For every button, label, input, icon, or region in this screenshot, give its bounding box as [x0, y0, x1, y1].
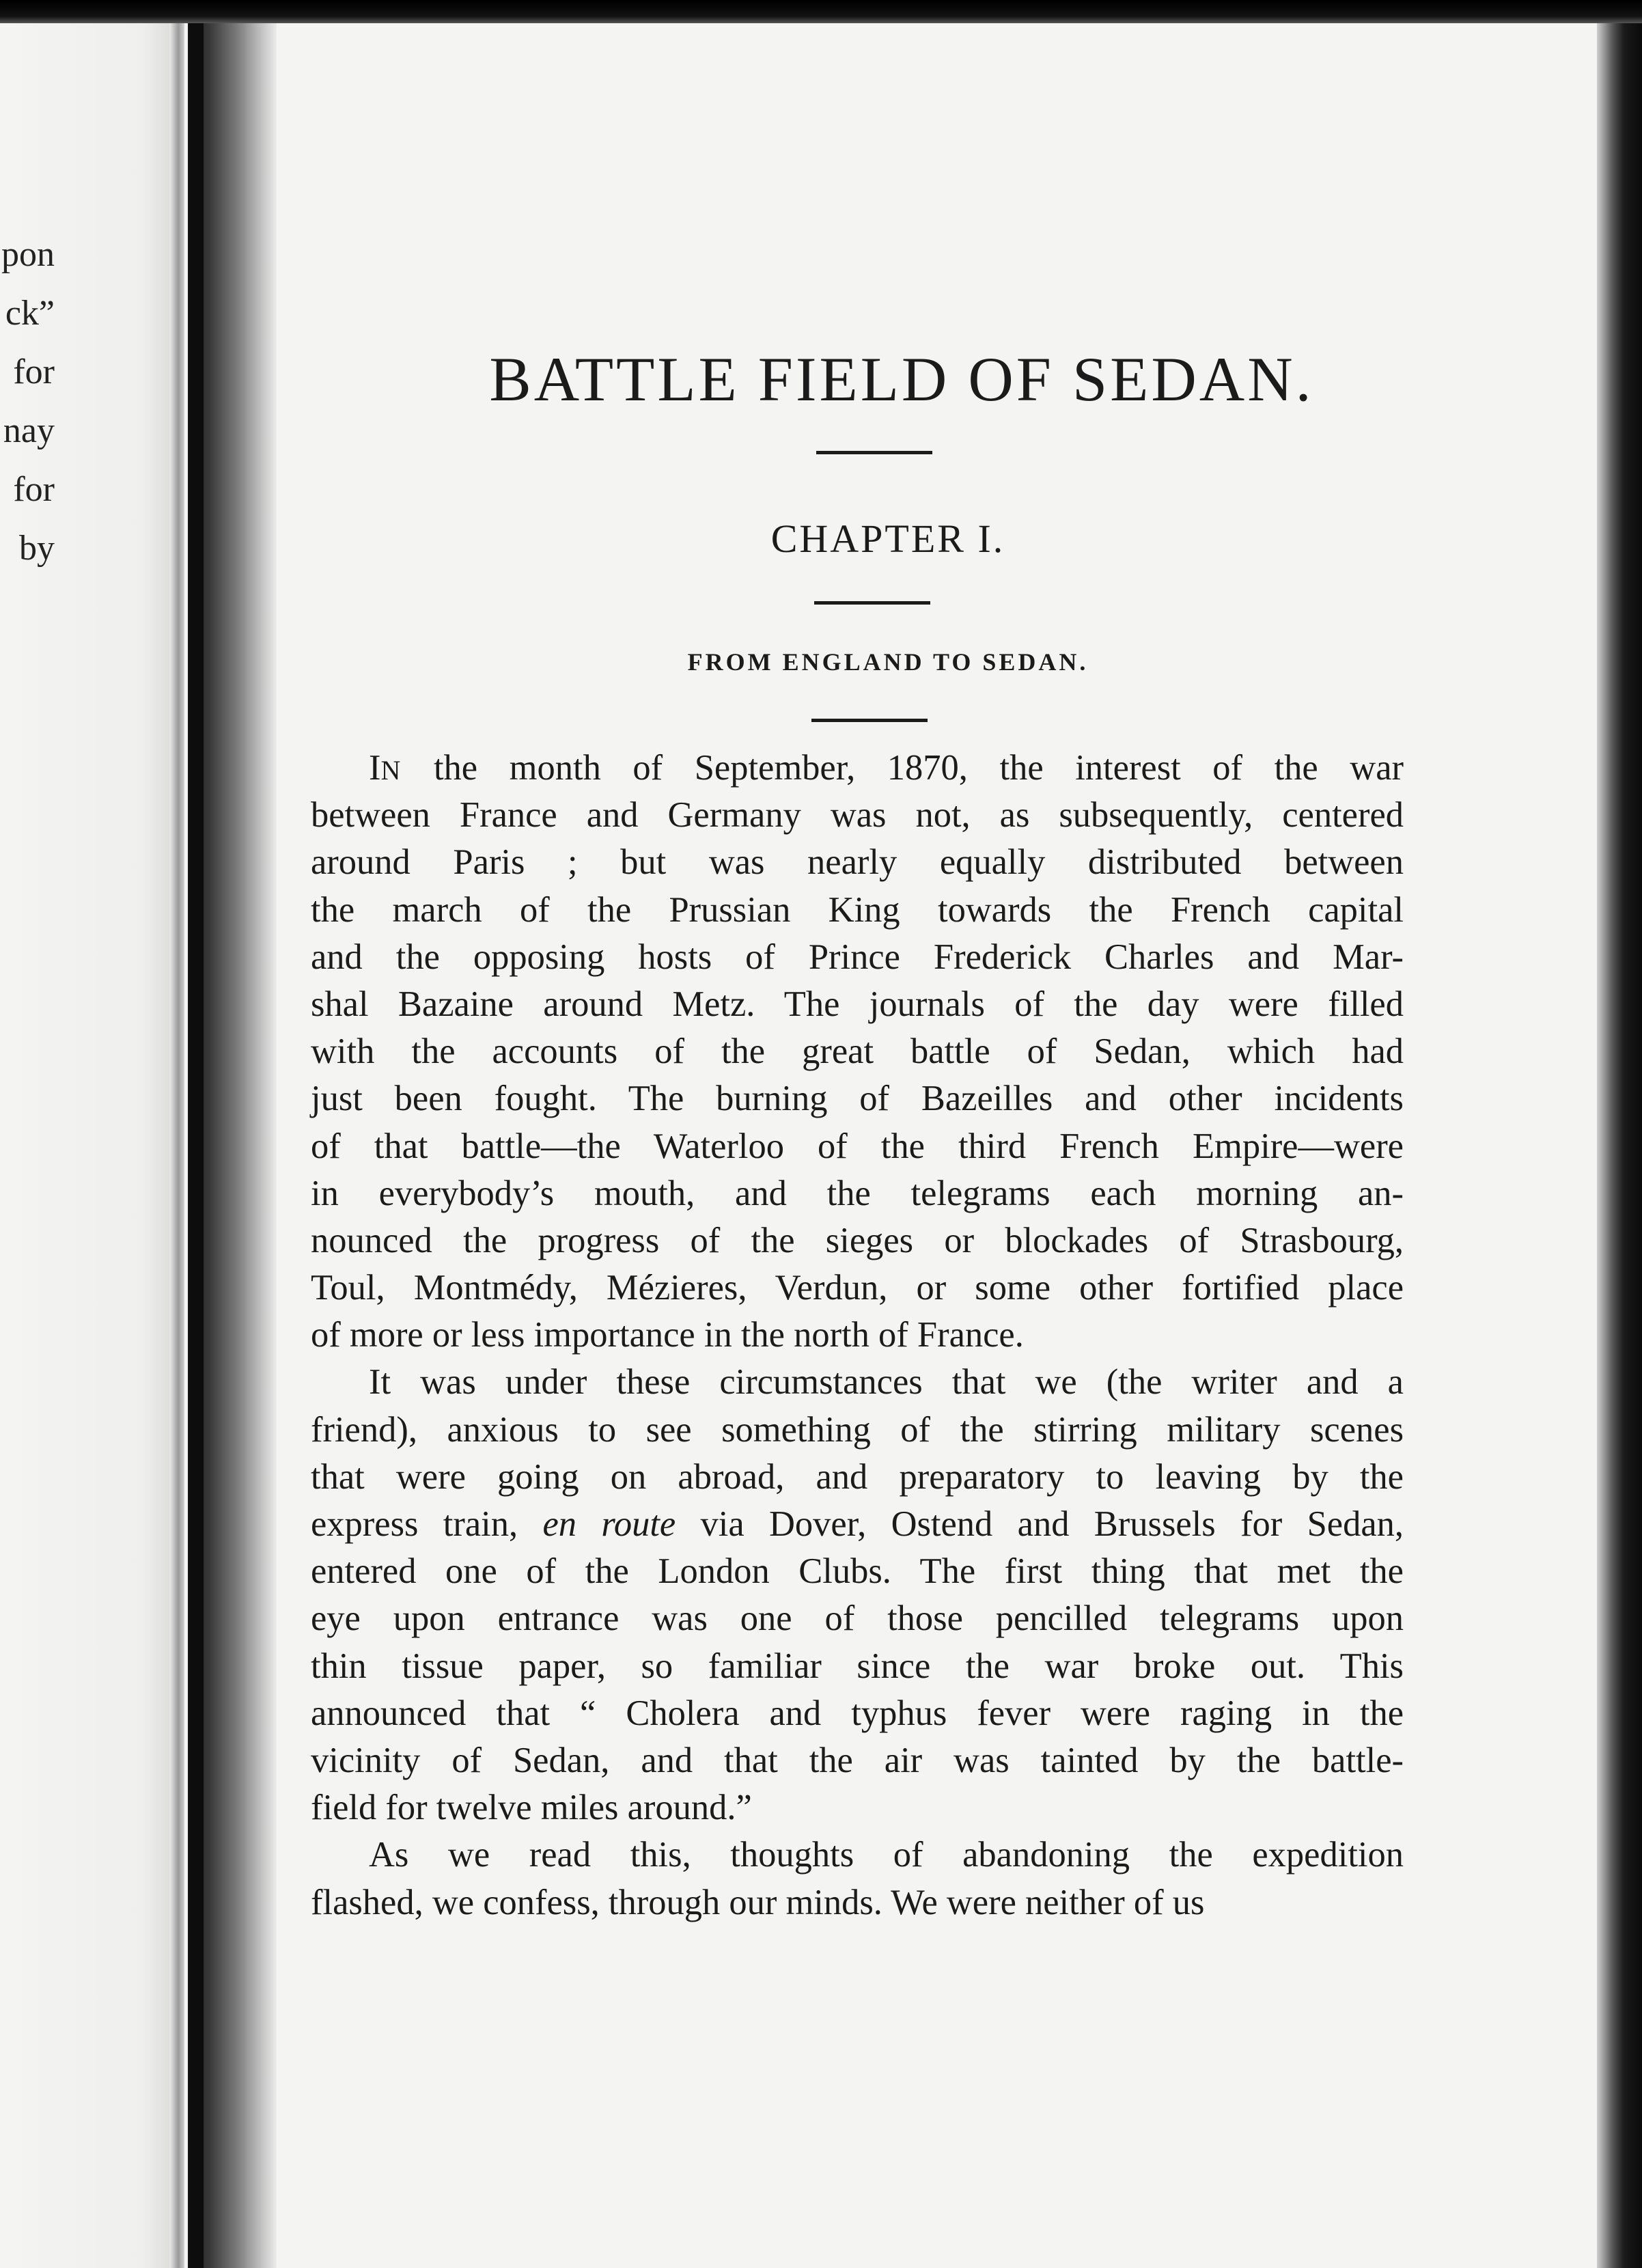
text-line: [311, 1454, 1404, 1501]
text-segment: thin tissue paper, so familiar since the war broke out. This: [311, 1646, 1404, 1686]
text-segment: vicinity of Sedan, and that the air was tainted by the battle-: [311, 1740, 1404, 1780]
text-segment: of more or less importance in the north of France.: [311, 1315, 1024, 1355]
facing-page-edge: [169, 23, 184, 2268]
text-line: [311, 887, 1404, 934]
text-line: [311, 1595, 1404, 1642]
text-segment: field for twelve miles around.”: [311, 1788, 752, 1828]
text-line: [311, 1123, 1404, 1170]
text-segment: Toul, Montmédy, Mézieres, Verdun, or some other fortified place: [311, 1268, 1404, 1308]
chapter-heading: CHAPTER I.: [770, 516, 1005, 561]
text-segment: express train,: [311, 1504, 543, 1544]
text-line: [311, 1028, 1404, 1075]
text-line: [311, 1643, 1404, 1690]
text-line: [311, 1831, 1404, 1879]
text-line: [311, 1407, 1404, 1454]
facing-page-fragment: nay: [3, 411, 55, 450]
text-segment: that were going on abroad, and preparatory to leaving by the: [311, 1456, 1404, 1497]
page-right-edge: [1597, 23, 1642, 2268]
text-segment: of that battle—the Waterloo of the third French Empire—were: [311, 1126, 1404, 1166]
facing-page-fragment: ck”: [5, 294, 55, 333]
text-segment: flashed, we confess, through our minds. We were neither of us: [311, 1882, 1205, 1922]
text-segment: around Paris ; but was nearly equally distributed between: [311, 842, 1404, 883]
facing-page-fragment: for: [13, 470, 55, 509]
facing-page-text: [0, 225, 55, 578]
facing-page-fragment: for: [13, 352, 55, 391]
text-segment: shal Bazaine around Metz. The journals of the day were filled: [311, 984, 1404, 1024]
text-line: [311, 1879, 1404, 1926]
gutter-shadow: [189, 23, 204, 2268]
text-line: [311, 1075, 1404, 1122]
text-segment: with the accounts of the great battle of Sedan, which had: [311, 1032, 1404, 1072]
text-line: [311, 1737, 1404, 1784]
book-title: BATTLE FIELD OF SEDAN.: [489, 344, 1314, 414]
text-segment: and the opposing hosts of Prince Frederick Charles and Mar-: [311, 937, 1404, 977]
text-segment: entered one of the London Clubs. The first thing that met the: [311, 1551, 1404, 1592]
text-line: [311, 1217, 1404, 1264]
text-segment: announced that “ Cholera and typhus fever were raging in the: [311, 1693, 1404, 1733]
text-segment: via Dover, Ostend and Brussels for Sedan,: [676, 1504, 1404, 1544]
text-line: [311, 1548, 1404, 1595]
chapter-rule: [814, 601, 930, 605]
body-text: [311, 745, 1404, 1926]
scan-top-edge: [0, 0, 1642, 23]
text-segment: It was under these circumstances that we (the writer and a: [369, 1362, 1404, 1402]
text-line: [311, 1264, 1404, 1312]
text-line: [311, 839, 1404, 886]
text-line: [311, 1312, 1404, 1359]
text-segment: IN the month of September, 1870, the interest of the war: [369, 748, 1404, 788]
text-segment: the march of the Prussian King towards the French capital: [311, 889, 1404, 930]
text-line: [311, 1359, 1404, 1406]
title-rule: [816, 451, 932, 454]
facing-page-fragment: pon: [1, 235, 55, 274]
text-segment: friend), anxious to see something of the stirring military scenes: [311, 1409, 1404, 1450]
facing-page-fragment: by: [19, 529, 55, 568]
text-line: [311, 1170, 1404, 1217]
text-line: [311, 745, 1404, 792]
text-segment: As we read this, thoughts of abandoning the expedition: [369, 1835, 1404, 1875]
text-segment: in everybody’s mouth, and the telegrams each morning an-: [311, 1173, 1404, 1213]
text-line: [311, 792, 1404, 839]
italic-phrase: en route: [542, 1504, 676, 1544]
subheading-rule: [811, 719, 928, 722]
text-segment: just been fought. The burning of Bazeilles and other incidents: [311, 1079, 1404, 1119]
text-line: [311, 1690, 1404, 1737]
text-line: [311, 981, 1404, 1028]
text-line: [311, 934, 1404, 981]
chapter-subheading: FROM ENGLAND TO SEDAN.: [687, 648, 1089, 676]
text-line: [311, 1784, 1404, 1831]
text-line: [311, 1501, 1404, 1548]
text-segment: between France and Germany was not, as subsequently, centered: [311, 795, 1404, 835]
text-segment: nounced the progress of the sieges or blockades of Strasbourg,: [311, 1220, 1404, 1260]
text-segment: eye upon entrance was one of those pencilled telegrams upon: [311, 1599, 1404, 1639]
